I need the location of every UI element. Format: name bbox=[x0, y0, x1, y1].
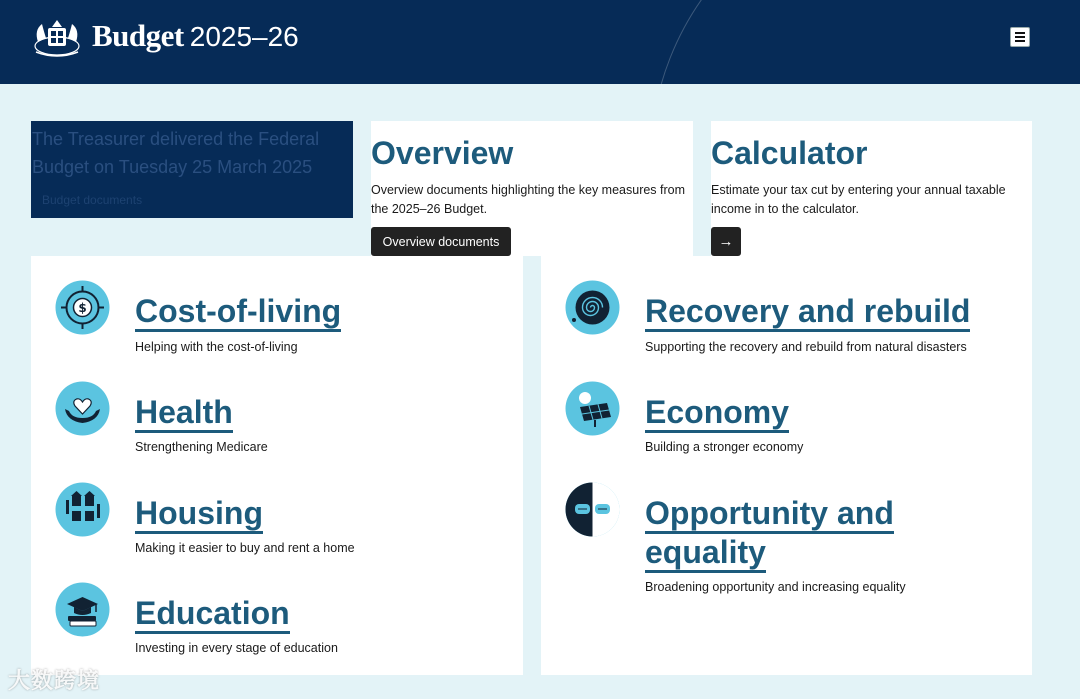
topic-description: Supporting the recovery and rebuild from natural disasters bbox=[645, 340, 967, 354]
topic-title[interactable]: Education bbox=[135, 595, 290, 634]
topic-title[interactable]: Opportunity and equality bbox=[645, 495, 894, 573]
handshake-icon bbox=[565, 482, 620, 537]
topic-description: Helping with the cost-of-living bbox=[135, 340, 298, 354]
calculator-description: Estimate your tax cut by entering your annual taxable income in to the calculator. bbox=[711, 183, 1006, 216]
hamburger-menu-icon bbox=[1015, 32, 1025, 34]
spiral-storm-icon bbox=[565, 280, 620, 335]
topic-description: Broadening opportunity and increasing equality bbox=[645, 580, 906, 594]
budget-documents-link[interactable]: Budget documents bbox=[42, 193, 143, 207]
calculator-arrow-button[interactable]: → bbox=[711, 227, 741, 256]
svg-text:$: $ bbox=[78, 301, 87, 315]
topic-title[interactable]: Health bbox=[135, 394, 233, 433]
topic-title[interactable]: Housing bbox=[135, 495, 263, 534]
solar-panel-icon bbox=[565, 381, 620, 436]
calculator-card bbox=[711, 121, 1032, 256]
calculator-title: Calculator bbox=[711, 135, 868, 171]
topic-title[interactable]: Cost-of-living bbox=[135, 293, 341, 332]
topic-description: Building a stronger economy bbox=[645, 440, 804, 454]
topics-panel-right bbox=[541, 256, 1032, 675]
dollar-coin-icon bbox=[55, 280, 110, 335]
logo-year: 2025–26 bbox=[189, 21, 299, 52]
site-header bbox=[0, 0, 1080, 84]
topic-title[interactable]: Recovery and rebuild bbox=[645, 293, 970, 332]
logo-word: Budget bbox=[92, 18, 184, 53]
coat-of-arms-icon[interactable] bbox=[30, 16, 84, 60]
topic-description: Making it easier to buy and rent a home bbox=[135, 541, 355, 555]
announcement-text: The Treasurer delivered the Federal Budget on Tuesday 25 March 2025 bbox=[32, 129, 320, 177]
announcement-card bbox=[31, 121, 353, 218]
menu-button[interactable] bbox=[1010, 27, 1030, 47]
topic-description: Strengthening Medicare bbox=[135, 440, 268, 454]
site-logo[interactable] bbox=[92, 18, 299, 54]
topics-panel-left bbox=[31, 256, 523, 675]
overview-card bbox=[371, 121, 693, 256]
topic-description: Investing in every stage of education bbox=[135, 641, 338, 655]
overview-description: Overview documents highlighting the key measures from the 2025–26 Budget. bbox=[371, 183, 686, 216]
heart-in-hands-icon bbox=[55, 381, 110, 436]
overview-documents-button[interactable]: Overview documents bbox=[371, 227, 511, 256]
houses-icon bbox=[55, 482, 110, 537]
watermark: 大数跨境 bbox=[8, 668, 101, 693]
graduation-cap-icon bbox=[55, 582, 110, 637]
overview-title: Overview bbox=[371, 135, 514, 171]
topic-title[interactable]: Economy bbox=[645, 394, 789, 433]
